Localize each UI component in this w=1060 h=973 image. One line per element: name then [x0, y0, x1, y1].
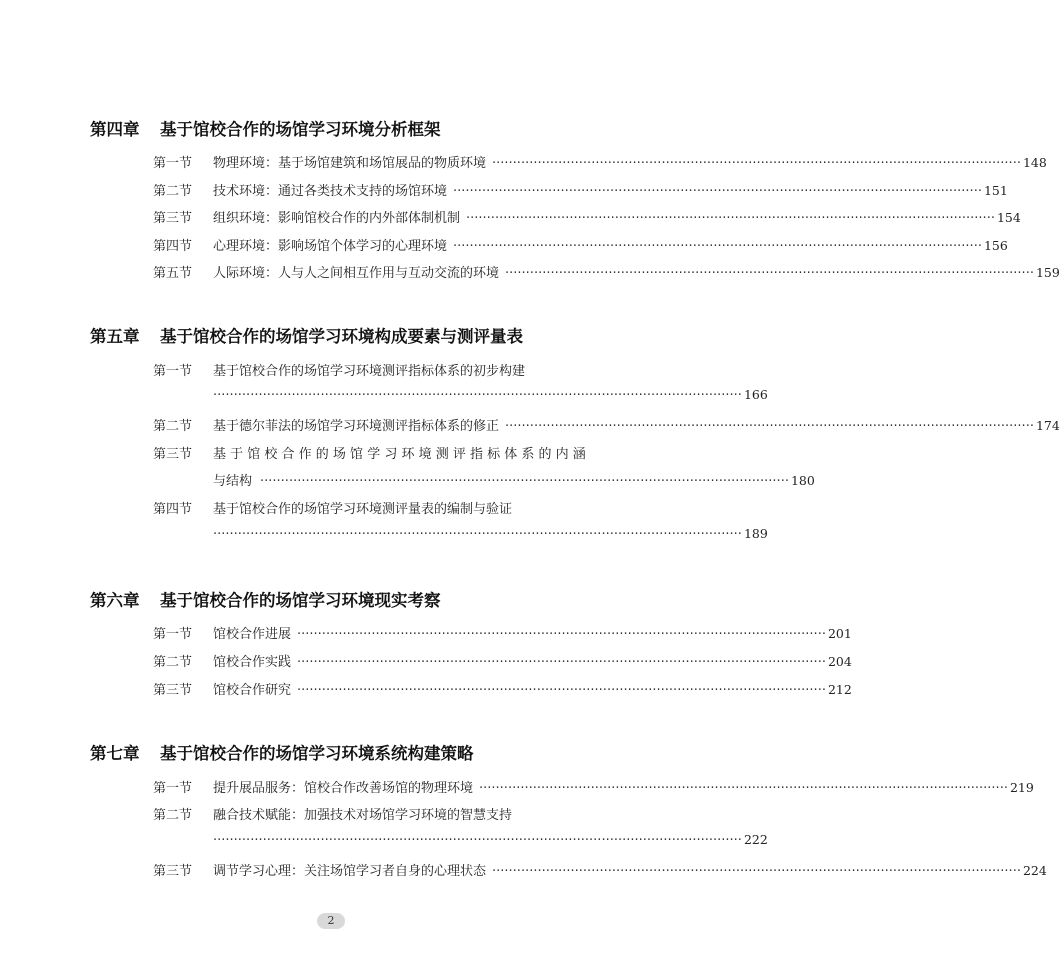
leader-dots — [213, 833, 742, 848]
leader-dots — [453, 184, 982, 199]
toc-entry-continuation[interactable] — [213, 526, 768, 546]
chapter-heading — [90, 587, 441, 611]
page-folio: 2 — [317, 913, 345, 929]
section-title: 基于馆校合作的场馆学习环境测评指标体系的初步构建 — [213, 364, 526, 379]
toc-entry[interactable] — [153, 804, 581, 824]
page-number: 201 — [827, 626, 852, 641]
section-title: 馆校合作实践 — [213, 655, 292, 670]
page-number: 189 — [743, 526, 768, 541]
leader-dots — [492, 864, 1021, 879]
toc-entry[interactable] — [153, 262, 1060, 282]
toc-entry[interactable] — [153, 152, 1047, 172]
toc-entry[interactable] — [153, 415, 1060, 435]
section-number: 第三节 — [153, 864, 193, 879]
section-number: 第一节 — [153, 781, 193, 796]
chapter-heading — [90, 740, 474, 764]
toc-entry[interactable] — [153, 498, 581, 518]
toc-entry[interactable] — [153, 679, 852, 699]
leader-dots — [492, 156, 1021, 171]
leader-dots — [297, 683, 826, 698]
section-number: 第一节 — [153, 156, 193, 171]
chapter-heading — [90, 116, 441, 140]
leader-dots — [479, 781, 1008, 796]
leader-dots — [213, 527, 742, 542]
section-title: 组织环境：影响馆校合作的内外部体制机制 — [213, 211, 461, 226]
section-number: 第二节 — [153, 419, 193, 434]
section-title-continuation: 与结构 — [213, 474, 253, 489]
page-number: 222 — [743, 832, 768, 847]
section-title: 基 于 馆 校 合 作 的 场 馆 学 习 环 境 测 评 指 标 体 系 的 内 涵 — [213, 447, 586, 462]
section-title: 调节学习心理：关注场馆学习者自身的心理状态 — [213, 864, 487, 879]
toc-entry[interactable] — [153, 180, 1008, 200]
leader-dots — [260, 474, 789, 489]
section-number: 第二节 — [153, 184, 193, 199]
section-title: 人际环境：人与人之间相互作用与互动交流的环境 — [213, 266, 500, 281]
page-number: 166 — [743, 387, 768, 402]
section-number: 第二节 — [153, 655, 193, 670]
section-title: 技术环境：通过各类技术支持的场馆环境 — [213, 184, 448, 199]
toc-entry-continuation[interactable] — [213, 832, 768, 852]
chapter-title: 基于馆校合作的场馆学习环境分析框架 — [160, 120, 441, 139]
page-number: 174 — [1035, 418, 1060, 433]
toc-entry[interactable] — [153, 443, 586, 463]
chapter-number: 第四章 — [90, 120, 140, 139]
page-number: 156 — [983, 238, 1008, 253]
page-number: 219 — [1009, 780, 1034, 795]
leader-dots — [453, 239, 982, 254]
toc-entry[interactable] — [153, 651, 852, 671]
leader-dots — [297, 627, 826, 642]
toc-entry[interactable] — [153, 860, 1047, 880]
chapter-title: 基于馆校合作的场馆学习环境构成要素与测评量表 — [160, 327, 523, 346]
page-number: 204 — [827, 654, 852, 669]
page-number: 180 — [790, 473, 815, 488]
leader-dots — [505, 419, 1034, 434]
chapter-heading — [90, 323, 523, 347]
chapter-title: 基于馆校合作的场馆学习环境现实考察 — [160, 591, 441, 610]
section-title: 物理环境：基于场馆建筑和场馆展品的物质环境 — [213, 156, 487, 171]
toc-entry[interactable] — [153, 623, 852, 643]
leader-dots — [466, 211, 995, 226]
section-number: 第三节 — [153, 683, 193, 698]
section-title: 提升展品服务：馆校合作改善场馆的物理环境 — [213, 781, 474, 796]
toc-entry-continuation[interactable] — [213, 387, 768, 407]
page-number: 224 — [1022, 863, 1047, 878]
section-number: 第一节 — [153, 364, 193, 379]
toc-entry[interactable] — [153, 207, 1021, 227]
page-number: 159 — [1035, 265, 1060, 280]
section-number: 第四节 — [153, 502, 193, 517]
page-number: 212 — [827, 682, 852, 697]
section-number: 第五节 — [153, 266, 193, 281]
leader-dots — [505, 266, 1034, 281]
leader-dots — [297, 655, 826, 670]
section-number: 第四节 — [153, 239, 193, 254]
section-title: 基于德尔菲法的场馆学习环境测评指标体系的修正 — [213, 419, 500, 434]
section-title: 馆校合作进展 — [213, 627, 292, 642]
page-number: 154 — [996, 210, 1021, 225]
section-title: 心理环境：影响场馆个体学习的心理环境 — [213, 239, 448, 254]
page-number: 148 — [1022, 155, 1047, 170]
section-number: 第三节 — [153, 447, 193, 462]
chapter-number: 第五章 — [90, 327, 140, 346]
section-number: 第三节 — [153, 211, 193, 226]
section-number: 第一节 — [153, 627, 193, 642]
leader-dots — [213, 388, 742, 403]
page-number: 151 — [983, 183, 1008, 198]
section-title: 馆校合作研究 — [213, 683, 292, 698]
section-title: 融合技术赋能：加强技术对场馆学习环境的智慧支持 — [213, 808, 513, 823]
toc-entry[interactable] — [153, 777, 1034, 797]
chapter-number: 第六章 — [90, 591, 140, 610]
section-number: 第二节 — [153, 808, 193, 823]
chapter-number: 第七章 — [90, 744, 140, 763]
toc-entry[interactable] — [153, 360, 581, 380]
toc-entry-continuation[interactable] — [213, 470, 815, 490]
chapter-title: 基于馆校合作的场馆学习环境系统构建策略 — [160, 744, 474, 763]
toc-entry[interactable] — [153, 235, 1008, 255]
section-title: 基于馆校合作的场馆学习环境测评量表的编制与验证 — [213, 502, 513, 517]
